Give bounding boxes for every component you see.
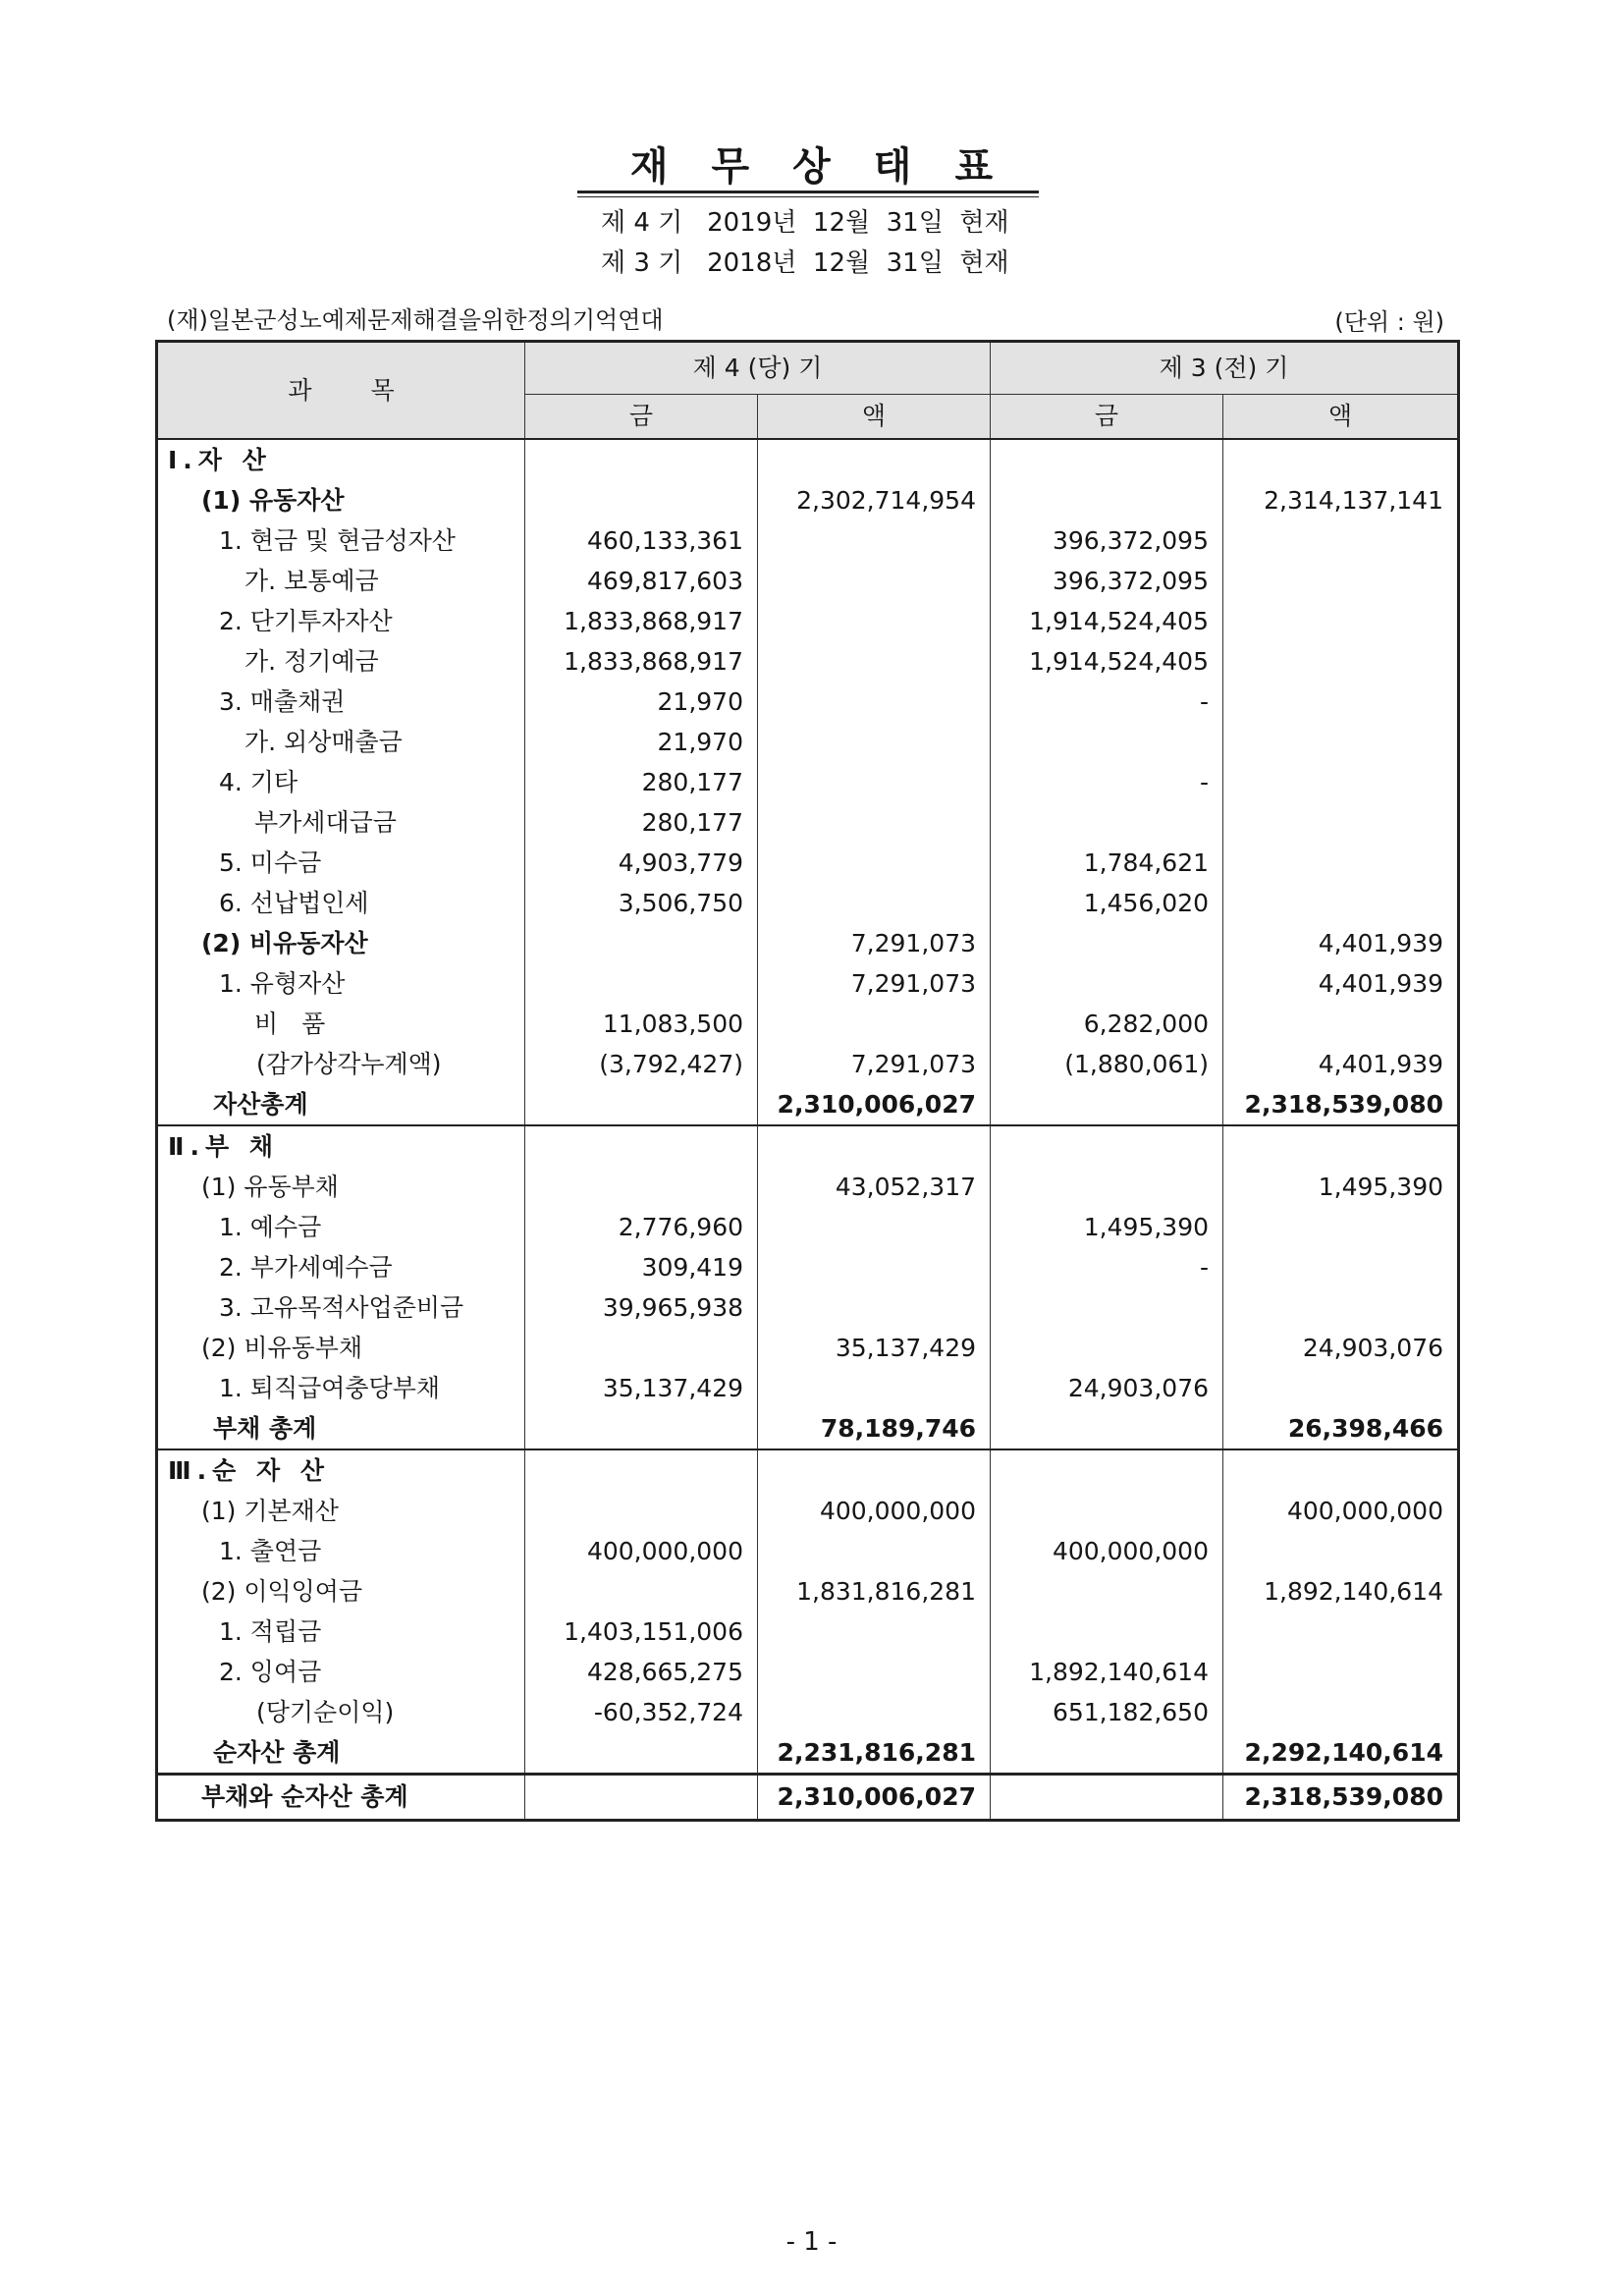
current-subtotal (758, 641, 991, 682)
current-detail (525, 439, 758, 480)
current-detail: 400,000,000 (525, 1531, 758, 1571)
current-subtotal (758, 1449, 991, 1491)
table-row (157, 1328, 1459, 1368)
period-current: 제 4 기 2019년 12월 31일 현재 (601, 208, 1009, 238)
prior-detail (991, 1571, 1223, 1612)
current-subtotal (758, 883, 991, 923)
prior-subtotal (1223, 641, 1459, 682)
prior-subtotal: 400,000,000 (1223, 1491, 1459, 1531)
current-subtotal: 2,231,816,281 (758, 1732, 991, 1775)
prior-subtotal (1223, 520, 1459, 561)
row-label: 1. 현금 및 현금성자산 (157, 520, 525, 561)
row-label: 가. 정기예금 (157, 641, 525, 682)
row-label: 비 품 (157, 1004, 525, 1044)
current-detail: 1,833,868,917 (525, 601, 758, 641)
current-subtotal (758, 1125, 991, 1167)
prior-subtotal (1223, 439, 1459, 480)
row-label: 3. 매출채권 (157, 682, 525, 722)
prior-detail (991, 1449, 1223, 1491)
table-row (157, 762, 1459, 802)
current-detail: -60,352,724 (525, 1692, 758, 1732)
current-subtotal (758, 1287, 991, 1328)
table-row (157, 1571, 1459, 1612)
row-label: 1. 유형자산 (157, 963, 525, 1004)
current-detail: 280,177 (525, 802, 758, 843)
current-detail: 460,133,361 (525, 520, 758, 561)
current-subtotal (758, 682, 991, 722)
current-detail (525, 1775, 758, 1821)
current-subtotal: 78,189,746 (758, 1408, 991, 1449)
row-label: (1) 유동자산 (157, 480, 525, 520)
current-detail: 21,970 (525, 682, 758, 722)
title-underline (577, 191, 1039, 193)
prior-subtotal (1223, 1207, 1459, 1247)
current-subtotal (758, 722, 991, 762)
current-detail: 2,776,960 (525, 1207, 758, 1247)
table-row (157, 1125, 1459, 1167)
current-detail: 469,817,603 (525, 561, 758, 601)
current-detail (525, 480, 758, 520)
prior-subtotal (1223, 1287, 1459, 1328)
table-row (157, 520, 1459, 561)
current-subtotal: 7,291,073 (758, 1044, 991, 1084)
row-label: 4. 기타 (157, 762, 525, 802)
row-label: 2. 부가세예수금 (157, 1247, 525, 1287)
prior-subtotal: 4,401,939 (1223, 923, 1459, 963)
prior-detail: 6,282,000 (991, 1004, 1223, 1044)
current-subtotal (758, 1531, 991, 1571)
row-label: (2) 이익잉여금 (157, 1571, 525, 1612)
current-detail (525, 1084, 758, 1125)
prior-detail: 396,372,095 (991, 561, 1223, 601)
prior-detail (991, 1287, 1223, 1328)
current-subtotal (758, 802, 991, 843)
row-label: Ⅰ.자 산 (157, 439, 525, 480)
prior-subtotal: 2,318,539,080 (1223, 1775, 1459, 1821)
prior-detail (991, 1084, 1223, 1125)
current-detail: 11,083,500 (525, 1004, 758, 1044)
current-detail (525, 923, 758, 963)
prior-detail (991, 802, 1223, 843)
table-row (157, 1449, 1459, 1491)
balance-sheet-table (155, 340, 1460, 1822)
row-label: (2) 비유동자산 (157, 923, 525, 963)
current-subtotal (758, 1692, 991, 1732)
row-label: 5. 미수금 (157, 843, 525, 883)
row-label: 부채 총계 (157, 1408, 525, 1449)
table-row (157, 480, 1459, 520)
row-label: (2) 비유동부채 (157, 1328, 525, 1368)
prior-subtotal (1223, 1531, 1459, 1571)
table-row (157, 1004, 1459, 1044)
current-detail (525, 1449, 758, 1491)
prior-subtotal (1223, 561, 1459, 601)
organization-name: (재)일본군성노예제문제해결을위한정의기억연대 (167, 306, 664, 334)
table-row (157, 1044, 1459, 1084)
current-detail (525, 1125, 758, 1167)
prior-subtotal: 4,401,939 (1223, 963, 1459, 1004)
current-subtotal (758, 1368, 991, 1408)
prior-detail (991, 480, 1223, 520)
row-label: (1) 유동부채 (157, 1167, 525, 1207)
prior-detail: - (991, 1247, 1223, 1287)
row-label: 부채와 순자산 총계 (157, 1775, 525, 1821)
current-subtotal (758, 1612, 991, 1652)
table-row (157, 1612, 1459, 1652)
prior-subtotal: 24,903,076 (1223, 1328, 1459, 1368)
prior-subtotal: 2,292,140,614 (1223, 1732, 1459, 1775)
row-label: 1. 예수금 (157, 1207, 525, 1247)
table-row (157, 1775, 1459, 1821)
current-detail: 21,970 (525, 722, 758, 762)
current-detail (525, 1571, 758, 1612)
row-label: 부가세대급금 (157, 802, 525, 843)
prior-subtotal: 2,314,137,141 (1223, 480, 1459, 520)
prior-subtotal (1223, 883, 1459, 923)
prior-subtotal (1223, 1612, 1459, 1652)
row-label: Ⅲ.순 자 산 (157, 1449, 525, 1491)
current-subtotal (758, 843, 991, 883)
prior-detail (991, 439, 1223, 480)
prior-subtotal: 1,495,390 (1223, 1167, 1459, 1207)
prior-detail: 396,372,095 (991, 520, 1223, 561)
current-detail (525, 963, 758, 1004)
row-label: 가. 외상매출금 (157, 722, 525, 762)
current-subtotal: 2,310,006,027 (758, 1084, 991, 1125)
current-detail: 1,403,151,006 (525, 1612, 758, 1652)
prior-subtotal (1223, 1449, 1459, 1491)
current-detail (525, 1167, 758, 1207)
prior-detail: 24,903,076 (991, 1368, 1223, 1408)
current-detail: 39,965,938 (525, 1287, 758, 1328)
table-row (157, 883, 1459, 923)
current-subtotal (758, 1207, 991, 1247)
currency-unit: (단위 : 원) (1334, 308, 1444, 336)
current-subtotal (758, 520, 991, 561)
prior-detail (991, 1408, 1223, 1449)
table-row (157, 1652, 1459, 1692)
table-row (157, 1408, 1459, 1449)
table-row (157, 439, 1459, 480)
table-row (157, 843, 1459, 883)
current-detail (525, 1408, 758, 1449)
row-label: 자산총계 (157, 1084, 525, 1125)
table-row (157, 1247, 1459, 1287)
current-detail: 1,833,868,917 (525, 641, 758, 682)
prior-detail: 1,892,140,614 (991, 1652, 1223, 1692)
prior-detail: 651,182,650 (991, 1692, 1223, 1732)
current-detail (525, 1328, 758, 1368)
current-detail: 3,506,750 (525, 883, 758, 923)
current-detail: (3,792,427) (525, 1044, 758, 1084)
prior-subtotal (1223, 1125, 1459, 1167)
prior-subtotal (1223, 1692, 1459, 1732)
table-row (157, 1692, 1459, 1732)
table-row (157, 1207, 1459, 1247)
row-label: 가. 보통예금 (157, 561, 525, 601)
table-row (157, 1287, 1459, 1328)
table-row (157, 561, 1459, 601)
prior-detail: - (991, 762, 1223, 802)
current-subtotal (758, 601, 991, 641)
row-label: 2. 잉여금 (157, 1652, 525, 1692)
header-current-period: 제 4 (당) 기 (525, 342, 991, 395)
current-detail: 428,665,275 (525, 1652, 758, 1692)
current-subtotal: 35,137,429 (758, 1328, 991, 1368)
row-label: Ⅱ.부 채 (157, 1125, 525, 1167)
current-subtotal (758, 1004, 991, 1044)
current-subtotal: 7,291,073 (758, 963, 991, 1004)
current-subtotal (758, 561, 991, 601)
prior-detail (991, 1167, 1223, 1207)
prior-detail (991, 963, 1223, 1004)
table-row (157, 641, 1459, 682)
table-row (157, 1491, 1459, 1531)
current-subtotal (758, 762, 991, 802)
row-label: (당기순이익) (157, 1692, 525, 1732)
prior-detail: (1,880,061) (991, 1044, 1223, 1084)
prior-detail (991, 722, 1223, 762)
prior-subtotal (1223, 1368, 1459, 1408)
table-row (157, 601, 1459, 641)
prior-subtotal: 26,398,466 (1223, 1408, 1459, 1449)
current-subtotal: 1,831,816,281 (758, 1571, 991, 1612)
title-underline-thin (577, 196, 1039, 197)
balance-sheet-body (157, 439, 1459, 1821)
header-current-amount-right: 액 (758, 395, 991, 440)
prior-detail: 400,000,000 (991, 1531, 1223, 1571)
row-label: (감가상각누계액) (157, 1044, 525, 1084)
current-detail: 4,903,779 (525, 843, 758, 883)
prior-subtotal (1223, 1652, 1459, 1692)
current-subtotal: 43,052,317 (758, 1167, 991, 1207)
prior-subtotal (1223, 722, 1459, 762)
prior-subtotal: 4,401,939 (1223, 1044, 1459, 1084)
table-row (157, 1084, 1459, 1125)
row-label: 6. 선납법인세 (157, 883, 525, 923)
table-row (157, 1732, 1459, 1775)
document-title: 재무상태표 (629, 144, 1037, 190)
header-current-amount-left: 금 (525, 395, 758, 440)
prior-subtotal: 2,318,539,080 (1223, 1084, 1459, 1125)
current-subtotal: 7,291,073 (758, 923, 991, 963)
prior-detail (991, 923, 1223, 963)
current-subtotal (758, 1247, 991, 1287)
prior-detail (991, 1491, 1223, 1531)
prior-detail: 1,456,020 (991, 883, 1223, 923)
prior-subtotal (1223, 682, 1459, 722)
header-prior-period: 제 3 (전) 기 (991, 342, 1459, 395)
prior-detail: 1,914,524,405 (991, 601, 1223, 641)
current-subtotal: 400,000,000 (758, 1491, 991, 1531)
prior-detail (991, 1328, 1223, 1368)
row-label: 1. 적립금 (157, 1612, 525, 1652)
current-detail: 309,419 (525, 1247, 758, 1287)
prior-subtotal (1223, 1004, 1459, 1044)
current-subtotal (758, 1652, 991, 1692)
row-label: 순자산 총계 (157, 1732, 525, 1775)
period-prior: 제 3 기 2018년 12월 31일 현재 (601, 248, 1009, 278)
prior-detail (991, 1612, 1223, 1652)
prior-subtotal (1223, 601, 1459, 641)
header-prior-amount-left: 금 (991, 395, 1223, 440)
table-row (157, 923, 1459, 963)
current-subtotal: 2,302,714,954 (758, 480, 991, 520)
prior-detail (991, 1125, 1223, 1167)
current-detail (525, 1491, 758, 1531)
current-subtotal (758, 439, 991, 480)
row-label: 3. 고유목적사업준비금 (157, 1287, 525, 1328)
prior-detail: 1,495,390 (991, 1207, 1223, 1247)
row-label: 1. 퇴직급여충당부채 (157, 1368, 525, 1408)
header-prior-amount-right: 액 (1223, 395, 1459, 440)
table-row (157, 1531, 1459, 1571)
current-detail (525, 1732, 758, 1775)
page-number: - 1 - (785, 2227, 838, 2257)
current-detail: 35,137,429 (525, 1368, 758, 1408)
table-row (157, 963, 1459, 1004)
prior-subtotal (1223, 1247, 1459, 1287)
prior-subtotal (1223, 802, 1459, 843)
row-label: 2. 단기투자자산 (157, 601, 525, 641)
prior-detail (991, 1732, 1223, 1775)
table-row (157, 1368, 1459, 1408)
prior-subtotal (1223, 762, 1459, 802)
prior-subtotal (1223, 843, 1459, 883)
current-detail: 280,177 (525, 762, 758, 802)
table-row (157, 722, 1459, 762)
prior-detail: - (991, 682, 1223, 722)
table-row (157, 802, 1459, 843)
prior-detail: 1,784,621 (991, 843, 1223, 883)
row-label: 1. 출연금 (157, 1531, 525, 1571)
table-row (157, 1167, 1459, 1207)
table-row (157, 682, 1459, 722)
prior-subtotal: 1,892,140,614 (1223, 1571, 1459, 1612)
row-label: (1) 기본재산 (157, 1491, 525, 1531)
current-subtotal: 2,310,006,027 (758, 1775, 991, 1821)
prior-detail (991, 1775, 1223, 1821)
header-subject: 과목 (157, 342, 525, 440)
prior-detail: 1,914,524,405 (991, 641, 1223, 682)
